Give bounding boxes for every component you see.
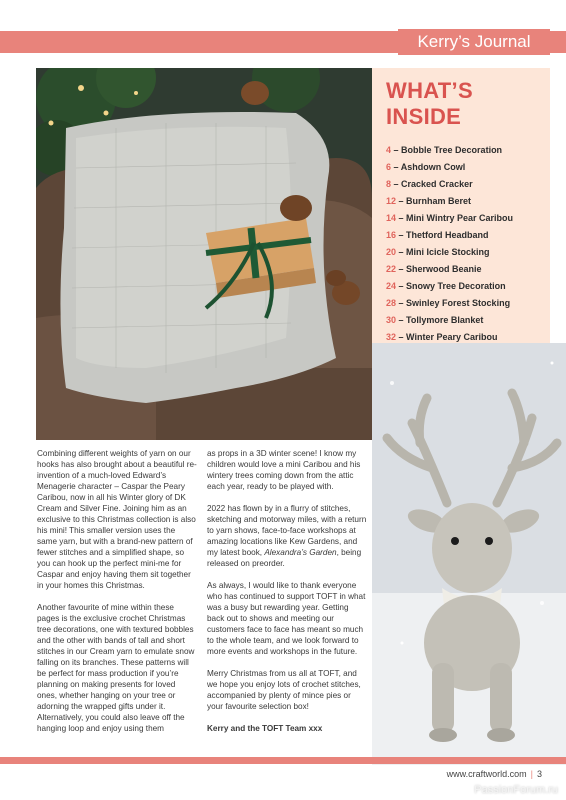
article-paragraph: Merry Christmas from us all at TOFT, and we hope you enjoy lots of crochet stitches, accompanied by plenty of mince pies or your favourite selection box!: [207, 669, 361, 711]
article-column-middle: [207, 448, 367, 745]
toc-page-number: 20: [386, 247, 397, 257]
article-paragraph: as props in a 3D winter scene! I know my children would love a mini Caribou and his wintery trees coming down from the attic each year, ready to be played with.: [207, 449, 361, 491]
page-number: 3: [536, 769, 542, 779]
toc-page-number: 22: [386, 264, 397, 274]
article-paragraph: Another favourite of mine within these pages is the exclusive crochet Christmas tree decorations, one with textured bobbles and the other with bands of tall and short stitches in our Cream yarn to emulate snow falling on its branches. These patterns will be perfect for mass production if you’re planning on making presents for loved ones, whether hanging on your tree or adorning the wrapped gifts under it. Alternatively, you could also leave off the hanging loop and enjoy using them: [37, 603, 195, 733]
toc-item: [386, 278, 550, 295]
signoff: Kerry and the TOFT Team xxx: [207, 724, 323, 733]
toc-item: [386, 176, 550, 193]
toc-page-number: 16: [386, 230, 397, 240]
footer-website[interactable]: www.craftworld.com: [446, 769, 527, 779]
toc-item: [386, 210, 550, 227]
toc-entry-title: – Thetford Headband: [398, 230, 489, 240]
toc-entry-title: – Tollymore Blanket: [398, 315, 484, 325]
toc-entry-title: – Burnham Beret: [398, 196, 472, 206]
toc-item: [386, 261, 550, 278]
toc-item: [386, 159, 550, 176]
toc-item: [386, 227, 550, 244]
toc-entry-title: – Mini Icicle Stocking: [398, 247, 490, 257]
footer: [447, 769, 542, 779]
blanket-illustration: [36, 68, 372, 440]
toc-page-number: 8: [386, 179, 392, 189]
toc-page-number: 14: [386, 213, 397, 223]
watermark: PassionForum.ru: [474, 784, 558, 796]
reindeer-illustration: [372, 343, 566, 765]
section-title: Kerry’s Journal: [398, 29, 550, 55]
article-paragraph: Combining different weights of yarn on our hooks has also brought about a beautiful re-invention of a much-loved Edward’s Menagerie character – Caspar the Peary Caribou, now in all his Winter glory of DK Cream and Silver Fine. Joining him as an exclusive to this Christmas collection is also his mini! This smaller version uses the same yarn, but with a brand-new pattern of fewer stitches and a simplified shape, so you can hook up the perfect mini-me for Caspar and enjoy having them sit together in your homes this Christmas.: [37, 449, 197, 590]
article-text: 2022 has flown by in a flurry of stitches, sketching and motorway miles, with a return to yarn shows, face-to-face workshops at amazing locations like Kew Gardens, and my latest book,: [207, 504, 367, 557]
reindeer-photo: [372, 343, 566, 765]
article-paragraph: As always, I would like to thank everyone who has continued to support TOFT in what was a busy but rewarding year. Getting back out to shows and meeting our customers face to face has meant so much to the whole team, and we look forward to more events and workshops in the future.: [207, 581, 366, 656]
footer-separator: |: [530, 769, 533, 779]
toc-entry-title: – Swinley Forest Stocking: [398, 298, 511, 308]
toc-entry-title: – Cracked Cracker: [393, 179, 473, 189]
toc-item: [386, 142, 550, 159]
toc-page-number: 30: [386, 315, 397, 325]
toc-entry-title: – Snowy Tree Decoration: [398, 281, 506, 291]
toc-entry-title: – Ashdown Cowl: [393, 162, 466, 172]
toc-item: [386, 312, 550, 329]
toc-entry-title: – Winter Peary Caribou: [398, 332, 498, 342]
blanket-photo: [36, 68, 372, 440]
whats-inside-title: WHAT’S INSIDE: [386, 78, 473, 129]
toc-page-number: 6: [386, 162, 392, 172]
toc-entry-title: – Sherwood Beanie: [398, 264, 482, 274]
toc-page-number: 32: [386, 332, 397, 342]
toc-entry-title: – Bobble Tree Decoration: [393, 145, 503, 155]
article-text: , being released on preorder.: [207, 548, 362, 568]
article-paragraph: [207, 503, 367, 569]
toc-page-number: 24: [386, 281, 397, 291]
toc-page-number: 4: [386, 145, 392, 155]
whats-inside-box: [372, 68, 550, 343]
toc-page-number: 12: [386, 196, 397, 206]
toc-entry-title: – Mini Wintry Pear Caribou: [398, 213, 513, 223]
toc-list: [386, 142, 550, 346]
toc-item: [386, 295, 550, 312]
footer-band: [0, 757, 566, 764]
book-title: Alexandra’s Garden: [264, 548, 337, 557]
toc-item: [386, 193, 550, 210]
toc-item: [386, 244, 550, 261]
toc-page-number: 28: [386, 298, 397, 308]
article-column-left: [37, 448, 197, 745]
